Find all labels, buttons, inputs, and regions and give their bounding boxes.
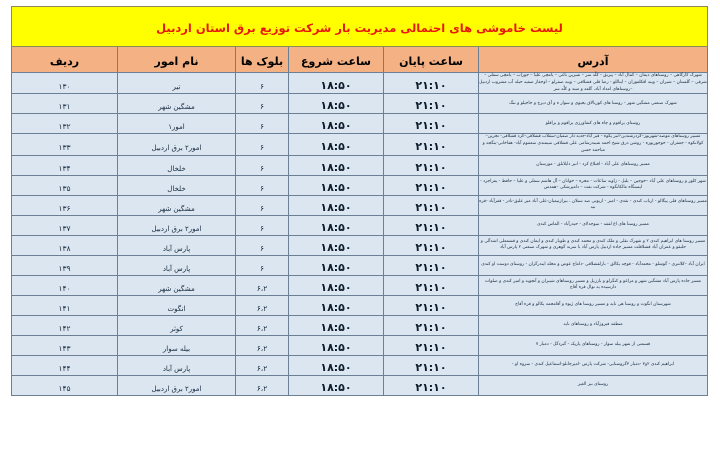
- cell-row-number: [11, 215, 117, 235]
- cell-blocks: [236, 355, 289, 375]
- cell-office: [118, 175, 236, 195]
- cell-row-number-text: ۱۴۴: [58, 363, 71, 373]
- table-row: [11, 114, 707, 134]
- cell-row-number: [11, 275, 117, 295]
- cell-row-number-text: ۱۴۲: [58, 323, 71, 333]
- cell-end-time: [384, 275, 479, 295]
- cell-office-text: بیله سوار: [162, 344, 191, 353]
- cell-blocks-text: ۶: [259, 81, 265, 91]
- table-row: [11, 155, 707, 175]
- cell-row-number-text: ۱۴۰: [58, 283, 71, 293]
- column-header-start-time: [289, 47, 384, 73]
- cell-end-time: [384, 215, 479, 235]
- table-row: [11, 255, 707, 275]
- cell-office-text: پارس آباد: [162, 364, 191, 373]
- cell-start-time: [289, 275, 384, 295]
- cell-blocks-text: ۶،۲: [256, 323, 268, 333]
- cell-end-time-text: ۲۱:۱۰: [415, 320, 447, 334]
- cell-end-time-text: ۲۱:۱۰: [415, 380, 447, 394]
- cell-office: [118, 235, 236, 255]
- table-row: [11, 295, 707, 315]
- cell-end-time: [384, 114, 479, 134]
- cell-office-text: امور۱: [168, 123, 185, 132]
- cell-end-time-text: ۲۱:۱۰: [415, 220, 447, 234]
- cell-end-time: [384, 175, 479, 195]
- cell-address: [479, 275, 708, 295]
- cell-address-text: قسمتی از شهر بیله سوار - روستاهای پاریک - گبردگل - دمبار ۷: [535, 342, 651, 348]
- cell-end-time-text: ۲۱:۱۰: [415, 119, 447, 133]
- cell-office-text: مشگین شهر: [158, 204, 195, 213]
- cell-row-number: [11, 375, 117, 395]
- cell-office: [118, 335, 236, 355]
- cell-blocks-text: ۶: [259, 102, 265, 112]
- cell-address-text: مسیر روستا های اغ لقفه - سوجدلای - حیدرآباد - الماس کندی: [537, 222, 649, 228]
- cell-row-number-text: ۱۳۱: [58, 102, 71, 112]
- cell-address: [479, 335, 708, 355]
- cell-end-time-text: ۲۱:۱۰: [415, 180, 447, 194]
- cell-blocks: [236, 155, 289, 175]
- cell-start-time: [289, 295, 384, 315]
- cell-office-text: خلخال: [167, 184, 186, 193]
- cell-row-number-text: ۱۴۵: [58, 383, 71, 393]
- cell-blocks: [236, 255, 289, 275]
- cell-blocks: [236, 195, 289, 215]
- cell-start-time-text: ۱۸:۵۰: [320, 78, 352, 92]
- table-row: [11, 355, 707, 375]
- cell-blocks: [236, 94, 289, 114]
- cell-address: [479, 134, 708, 155]
- cell-blocks: [236, 175, 289, 195]
- cell-end-time-text: ۲۱:۱۰: [415, 300, 447, 314]
- cell-start-time: [289, 235, 384, 255]
- cell-end-time-text: ۲۱:۱۰: [415, 340, 447, 354]
- column-header-office: [118, 47, 236, 73]
- cell-blocks-text: ۶: [259, 143, 265, 153]
- cell-office-text: مشگین شهر: [158, 284, 195, 293]
- cell-row-number-text: ۱۳۷: [58, 223, 71, 233]
- table-row: [11, 94, 707, 114]
- cell-blocks-text: ۶: [259, 183, 265, 193]
- cell-address-text: مسیر روستا های ابراهیم کندی ۲ و شهرک نقلی و ملک کندی و محمد کندی و طوبار کندی و ایمان کندی و قشمعلی اشدآلی و حلبقو و عمران آباد قشلاقلت مسیر جاده اردبیل پارس آباد با سرند گوهری و شهرک صنعتی ۲ پارس آباد: [480, 238, 706, 251]
- cell-start-time-text: ۱۸:۵۰: [320, 320, 352, 334]
- cell-office: [118, 215, 236, 235]
- cell-blocks: [236, 235, 289, 255]
- table-row: [11, 235, 707, 255]
- column-header-address-label: آدرس: [577, 55, 609, 68]
- cell-office: [118, 355, 236, 375]
- cell-start-time: [289, 134, 384, 155]
- cell-start-time-text: ۱۸:۵۰: [320, 240, 352, 254]
- column-header-blocks: [236, 47, 289, 73]
- cell-row-number-text: ۱۳۴: [58, 163, 71, 173]
- cell-row-number-text: ۱۳۰: [58, 81, 71, 91]
- cell-office-text: امور۲ برق اردبیل: [151, 384, 202, 393]
- cell-office: [118, 114, 236, 134]
- cell-address-text: شهر کلور و روستاهای علی آباد –خوجین – بلبل - زاویه ساعات - مجره – خوانان – آل هاشم سفلی و علیا – حافظ - یفراجرد - ایستگاه مالکانگوه - شرکت نفت – دامپزشکی –همدس: [480, 178, 706, 191]
- cell-office: [118, 295, 236, 315]
- cell-office-text: پارس آباد: [162, 264, 191, 273]
- table-row: [11, 195, 707, 215]
- cell-row-number: [11, 255, 117, 275]
- cell-row-number-text: ۱۳۳: [58, 143, 71, 153]
- cell-row-number-text: ۱۴۱: [58, 303, 71, 313]
- cell-row-number: [11, 73, 117, 94]
- cell-end-time-text: ۲۱:۱۰: [415, 99, 447, 113]
- cell-end-time: [384, 355, 479, 375]
- cell-row-number: [11, 355, 117, 375]
- cell-blocks-text: ۶: [259, 203, 265, 213]
- cell-office: [118, 275, 236, 295]
- cell-end-time-text: ۲۱:۱۰: [415, 200, 447, 214]
- cell-office: [118, 195, 236, 215]
- cell-address: [479, 355, 708, 375]
- cell-address-text: روستای بیر الغیر: [577, 382, 609, 388]
- column-header-row: [11, 47, 707, 73]
- cell-end-time: [384, 195, 479, 215]
- cell-address: [479, 315, 708, 335]
- cell-start-time-text: ۱۸:۵۰: [320, 180, 352, 194]
- cell-start-time: [289, 255, 384, 275]
- cell-end-time: [384, 255, 479, 275]
- cell-address-text: شهرستان انگوت و روستا هی نایه و مسیر روستا های ژیوه و آقامحمد یکالو و قره آقاج: [515, 302, 671, 308]
- cell-start-time: [289, 315, 384, 335]
- cell-office-text: خلخال: [167, 164, 186, 173]
- cell-office-text: امور۲ برق اردبیل: [151, 224, 202, 233]
- table-row: [11, 73, 707, 94]
- cell-blocks: [236, 215, 289, 235]
- cell-address: [479, 73, 708, 94]
- cell-address: [479, 235, 708, 255]
- cell-end-time: [384, 155, 479, 175]
- cell-row-number: [11, 175, 117, 195]
- column-header-start-time-label: ساعت شروع: [301, 55, 371, 68]
- column-header-row-number-label: ردیف: [49, 55, 80, 68]
- cell-row-number-text: ۱۴۳: [58, 343, 71, 353]
- cell-blocks: [236, 73, 289, 94]
- cell-address-text: شهرک صنعتی مشگین شهر - روستا های کوربالاق یحیوی و سوار ه و آق دیزج و حاجیلو و تنگ: [509, 100, 677, 106]
- cell-address-text: ابراهیم کندی ۲و۳ -دمبار ۳گروستایی- شرکت پارس -امیرجانلو-اسماعیل کندی - سروه او -: [511, 362, 675, 368]
- cell-address: [479, 195, 708, 215]
- cell-end-time-text: ۲۱:۱۰: [415, 360, 447, 374]
- cell-blocks: [236, 315, 289, 335]
- cell-address-text: مسیر روستاهای قلی پیگالو - ارباب کندی - نقدی - امیر - اربوتی صد سبلان ، بیرازتیمیان-علی آباد میر علیق-نادر - قفرآباد -قره نیه: [479, 198, 707, 211]
- cell-start-time: [289, 155, 384, 175]
- cell-row-number-text: ۱۳۶: [58, 203, 71, 213]
- cell-blocks-text: ۶: [259, 243, 265, 253]
- cell-blocks-text: ۶: [259, 223, 265, 233]
- cell-end-time: [384, 73, 479, 94]
- cell-row-number: [11, 315, 117, 335]
- cell-start-time: [289, 195, 384, 215]
- cell-address: [479, 255, 708, 275]
- cell-row-number-text: ۱۳۲: [58, 122, 71, 132]
- cell-blocks-text: ۶: [259, 122, 265, 132]
- cell-address-text: شهرک کارگاهی – روستاهای دیمان – کمال آباد – پیرنق - کلّه سر – شیرین باغی – یامچی علیا – جوراب – یامچی سفلی –شرقی – گلستان – شیران – وینه اقکلفوران – ایناللو - رضا قلی قشلاقی – ویبه صفرلو – اوجغاز صفیه حیله آب مشروب اردبیل –روستاهای امداد آباد، گلعه و مبند و کلّه سر: [479, 73, 707, 92]
- cell-row-number: [11, 235, 117, 255]
- cell-row-number: [11, 114, 117, 134]
- cell-office-text: کوثر: [170, 324, 183, 333]
- cell-office-text: پارس آباد: [162, 244, 191, 253]
- cell-start-time-text: ۱۸:۵۰: [320, 119, 352, 133]
- cell-start-time: [289, 375, 384, 395]
- cell-row-number-text: ۱۳۹: [58, 263, 71, 273]
- cell-start-time-text: ۱۸:۵۰: [320, 99, 352, 113]
- cell-blocks: [236, 134, 289, 155]
- cell-blocks: [236, 335, 289, 355]
- cell-end-time: [384, 235, 479, 255]
- cell-end-time-text: ۲۱:۱۰: [415, 240, 447, 254]
- cell-office: [118, 155, 236, 175]
- cell-office-text: امور۲ برق اردبیل: [151, 144, 202, 153]
- cell-start-time: [289, 114, 384, 134]
- column-header-blocks-label: بلوک ها: [240, 55, 284, 68]
- cell-start-time-text: ۱۸:۵۰: [320, 300, 352, 314]
- column-header-end-time-label: ساعت پایان: [399, 55, 463, 68]
- column-header-end-time: [384, 47, 479, 73]
- cell-blocks-text: ۶،۲: [256, 283, 268, 293]
- table-head: [11, 7, 707, 73]
- cell-start-time-text: ۱۸:۵۰: [320, 260, 352, 274]
- cell-row-number: [11, 335, 117, 355]
- table-row: [11, 375, 707, 395]
- table-row: [11, 175, 707, 195]
- cell-row-number: [11, 94, 117, 114]
- outage-table: [11, 6, 708, 396]
- cell-end-time: [384, 134, 479, 155]
- cell-blocks-text: ۶،۲: [256, 303, 268, 313]
- cell-end-time-text: ۲۱:۱۰: [415, 160, 447, 174]
- title-row: [11, 7, 707, 47]
- cell-end-time: [384, 375, 479, 395]
- cell-blocks-text: ۶: [259, 263, 265, 273]
- cell-row-number: [11, 295, 117, 315]
- table-body: [11, 73, 707, 396]
- cell-start-time: [289, 73, 384, 94]
- cell-blocks: [236, 114, 289, 134]
- table-row: [11, 315, 707, 335]
- cell-address-text: مسیر روستاهای موصه-شهریور–کردرشتدین-انبر پکوه - قبر آباد-جدید دار صفیان-سقلاب قشلاقی–کرد قشلاقی- تجرین–کولانکوه - جعفران - حوجورپوره - روشن درق شیخ احمد شیندرشامی علی قشلاقی سیمندی سعموم آباد- هفاخانی-ینگجه و مباحمد حسن: [482, 134, 704, 154]
- cell-blocks: [236, 275, 289, 295]
- table-row: [11, 275, 707, 295]
- cell-blocks-text: ۶،۲: [256, 343, 268, 353]
- cell-office: [118, 375, 236, 395]
- cell-address: [479, 94, 708, 114]
- cell-start-time: [289, 335, 384, 355]
- cell-address-text: ایران آباد –کلانتری - گوشلو - محمدآباد - قوچه یکالق - بارلقشلاقی -داماج عوض و محله ایندرگران - روستای دوست او کندی: [481, 262, 705, 268]
- cell-office-text: مشگین شهر: [158, 103, 195, 112]
- table-row: [11, 215, 707, 235]
- cell-office: [118, 315, 236, 335]
- table-row: [11, 335, 707, 355]
- cell-end-time: [384, 295, 479, 315]
- cell-start-time: [289, 175, 384, 195]
- column-header-address: [479, 47, 708, 73]
- cell-address: [479, 215, 708, 235]
- page-title: لیست خاموشی های احتمالی مدیریت بار شرکت توزیع برق استان اردبیل: [156, 21, 563, 35]
- cell-office-text: انگوت: [167, 304, 186, 313]
- cell-row-number-text: ۱۳۸: [58, 243, 71, 253]
- cell-start-time-text: ۱۸:۵۰: [320, 280, 352, 294]
- cell-start-time: [289, 215, 384, 235]
- cell-blocks-text: ۶: [259, 163, 265, 173]
- cell-end-time-text: ۲۱:۱۰: [415, 140, 447, 154]
- cell-office: [118, 134, 236, 155]
- cell-office: [118, 73, 236, 94]
- cell-office: [118, 255, 236, 275]
- cell-row-number-text: ۱۳۵: [58, 183, 71, 193]
- cell-blocks-text: ۶،۲: [256, 383, 268, 393]
- cell-address: [479, 175, 708, 195]
- cell-address: [479, 155, 708, 175]
- cell-row-number: [11, 195, 117, 215]
- cell-start-time-text: ۱۸:۵۰: [320, 160, 352, 174]
- cell-start-time-text: ۱۸:۵۰: [320, 220, 352, 234]
- cell-address: [479, 114, 708, 134]
- cell-end-time-text: ۲۱:۱۰: [415, 260, 447, 274]
- cell-address: [479, 295, 708, 315]
- cell-address-text: مسیر جاده پارس آباد مشگین شهر و مراغو و کنگرلو و بارزیل و مسیر روستاهای شیبران و آتجویه و امیر کندی و صلوات دارسیده یه نوال قره آقاج: [484, 278, 702, 291]
- cell-blocks: [236, 375, 289, 395]
- column-header-row-number: [11, 47, 117, 73]
- cell-address-text: مسیر روستاهای علی آباد - اقبلاغ کرد - انبر دایلانلق - مورستان: [536, 162, 650, 168]
- cell-end-time: [384, 335, 479, 355]
- cell-row-number: [11, 155, 117, 175]
- cell-blocks: [236, 295, 289, 315]
- cell-blocks-text: ۶،۲: [256, 363, 268, 373]
- cell-end-time-text: ۲۱:۱۰: [415, 78, 447, 92]
- column-header-office-label: نام امور: [154, 55, 199, 68]
- page-title-cell: [11, 7, 707, 47]
- cell-office-text: تیر: [172, 82, 181, 91]
- cell-office: [118, 94, 236, 114]
- cell-end-time: [384, 94, 479, 114]
- cell-row-number: [11, 134, 117, 155]
- cell-start-time: [289, 355, 384, 375]
- cell-address-text: منطقه فیروزآباد و روستاهای نایه: [563, 322, 623, 328]
- cell-start-time: [289, 94, 384, 114]
- cell-start-time-text: ۱۸:۵۰: [320, 340, 352, 354]
- cell-start-time-text: ۱۸:۵۰: [320, 360, 352, 374]
- cell-end-time-text: ۲۱:۱۰: [415, 280, 447, 294]
- cell-address-text: روستای یراقوم و چاه های کشاورزی یراقوم و براقلو: [545, 120, 641, 126]
- cell-end-time: [384, 315, 479, 335]
- cell-start-time-text: ۱۸:۵۰: [320, 380, 352, 394]
- cell-start-time-text: ۱۸:۵۰: [320, 200, 352, 214]
- cell-address: [479, 375, 708, 395]
- cell-start-time-text: ۱۸:۵۰: [320, 140, 352, 154]
- table-row: [11, 134, 707, 155]
